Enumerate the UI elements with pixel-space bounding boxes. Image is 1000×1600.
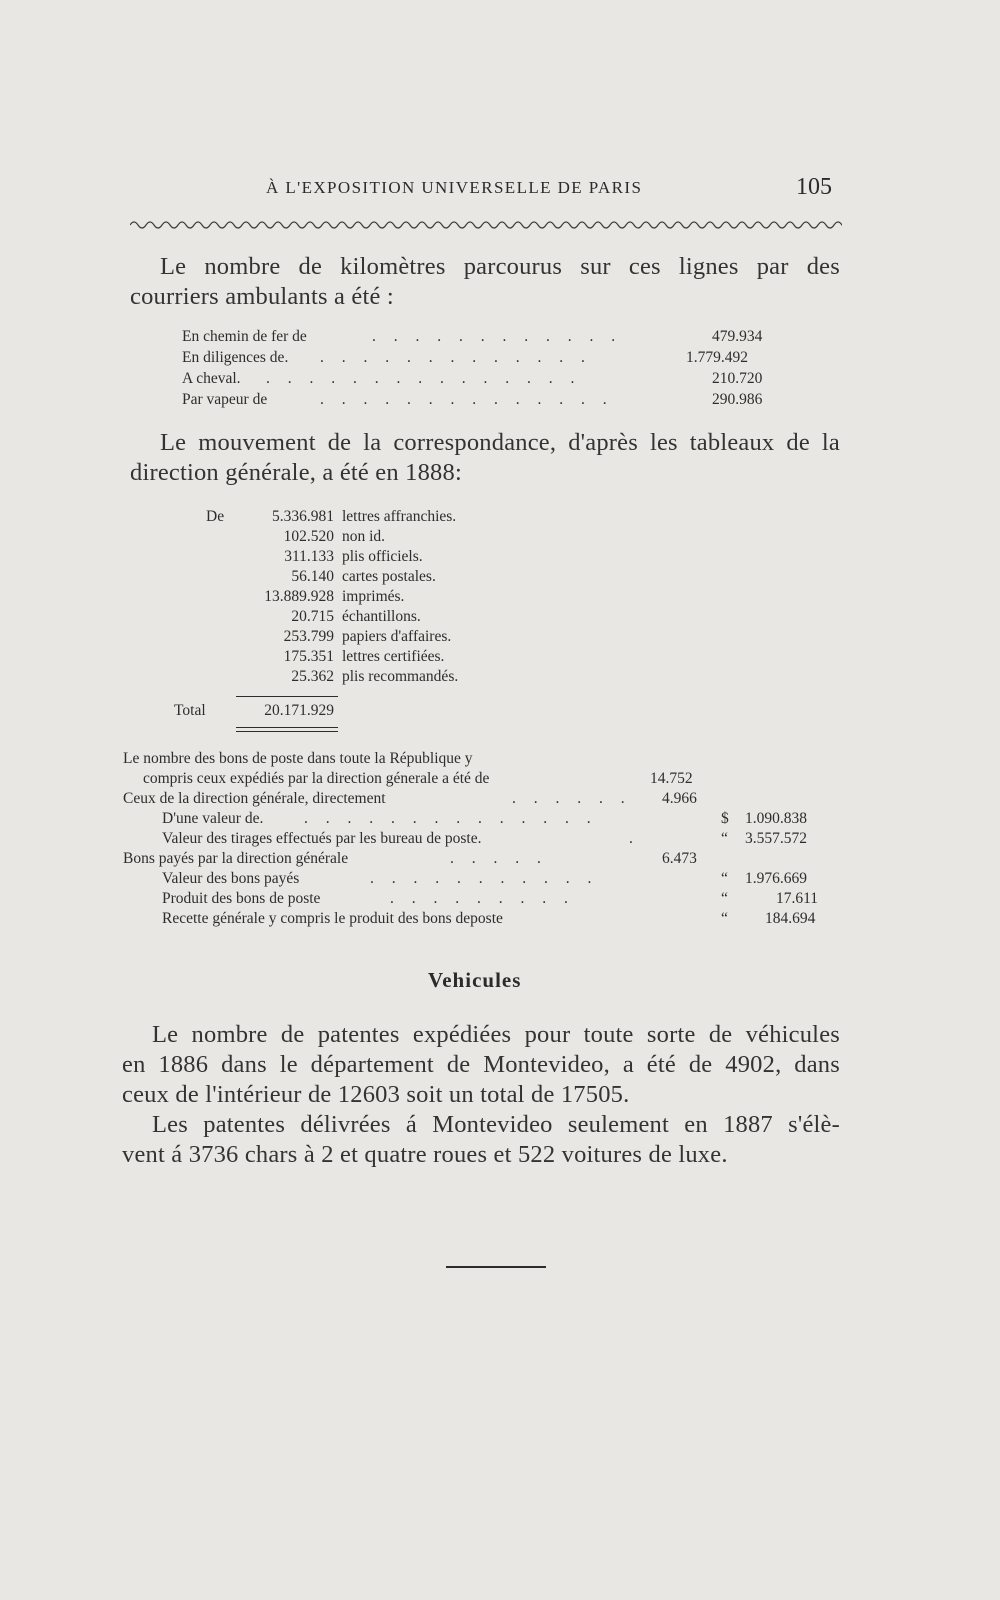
table-row-label: cartes postales. xyxy=(342,568,436,585)
ditto-mark: “ xyxy=(721,910,728,927)
bons-line: Produit des bons de poste xyxy=(162,890,321,907)
bons-value: 184.694 xyxy=(765,910,816,927)
paragraph-montevideo xyxy=(122,1110,840,1170)
paragraph-line: vent á 3736 chars à 2 et quatre roues et 522 voitures de luxe. xyxy=(122,1141,728,1168)
paragraph-line: en 1886 dans le département de Montevideo, a été de 4902, dans xyxy=(122,1051,840,1078)
table-row-value: 25.362 xyxy=(291,668,334,685)
header-title: À L'EXPOSITION UNIVERSELLE DE PARIS xyxy=(266,178,643,197)
bons-value: 17.611 xyxy=(776,890,819,907)
leader-dots: . . . . . xyxy=(450,850,548,867)
leader-dots: . . . . . . . . . . . . . . xyxy=(320,391,614,408)
ditto-mark: “ xyxy=(721,870,728,887)
table-prefix: De xyxy=(206,508,225,525)
ditto-mark: “ xyxy=(721,890,728,907)
paragraph-correspondance xyxy=(130,428,840,488)
leader-dots: . . . . . . . . . . . . . xyxy=(320,349,592,366)
table-row-value: 1.779.492 xyxy=(686,349,748,366)
bons-value: 1.976.669 xyxy=(745,870,807,887)
ditto-mark: “ xyxy=(721,830,728,847)
table-row-label: plis recommandés. xyxy=(342,668,459,685)
table-row-value: 175.351 xyxy=(283,648,334,665)
table-row-value: 290.986 xyxy=(712,391,763,408)
table-row-label: En chemin de fer de xyxy=(182,328,307,345)
leader-dots: . xyxy=(629,830,633,847)
leader-dots: . . . . . . . . . . . . . . . xyxy=(266,370,582,387)
bons-line: Le nombre des bons de poste dans toute la République y xyxy=(123,750,473,767)
table-row-value: 56.140 xyxy=(291,568,334,585)
leader-dots: . . . . . . xyxy=(512,790,632,807)
page-number: 105 xyxy=(796,174,832,200)
sum-rule xyxy=(236,696,338,697)
closing-rule xyxy=(446,1266,546,1268)
table-row-value: 13.889.928 xyxy=(264,588,334,605)
bons-line: Bons payés par la direction générale xyxy=(123,850,349,867)
table-row-label: A cheval. xyxy=(182,370,241,387)
table-row-label: plis officiels. xyxy=(342,548,423,565)
leader-dots: . . . . . . . . . . . xyxy=(370,870,599,887)
leader-dots: . . . . . . . . . . . . . . xyxy=(304,810,598,827)
total-value: 20.171.929 xyxy=(264,702,334,719)
table-row-label: non id. xyxy=(342,528,386,545)
table-row-value: 20.715 xyxy=(291,608,334,625)
double-rule-bottom xyxy=(236,731,338,732)
leader-dots: . . . . . . . . . . . . xyxy=(372,328,623,345)
paragraph-line: ceux de l'intérieur de 12603 soit un total de 17505. xyxy=(122,1081,630,1108)
bons-line: Recette générale y compris le produit des bons deposte xyxy=(162,910,503,927)
total-label: Total xyxy=(174,702,206,719)
bons-line: D'une valeur de. xyxy=(162,810,264,827)
bons-value: 1.090.838 xyxy=(745,810,807,827)
table-row-label: Par vapeur de xyxy=(182,391,268,408)
table-row-label: papiers d'affaires. xyxy=(342,628,452,645)
bons-line: compris ceux expédiés par la direction génerale a été de xyxy=(143,770,490,787)
currency-sign: $ xyxy=(721,810,729,827)
bons-value: 4.966 xyxy=(662,790,697,807)
bons-value: 6.473 xyxy=(662,850,697,867)
section-title: Vehicules xyxy=(428,968,522,992)
paragraph-kilometres xyxy=(130,252,840,312)
paragraph-line: Le nombre de kilomètres parcourus sur ces lignes par des xyxy=(160,253,840,280)
double-rule-top xyxy=(236,727,338,728)
table-row-value: 253.799 xyxy=(283,628,334,645)
paragraph-line: direction générale, a été en 1888: xyxy=(130,459,462,486)
paragraph-patentes xyxy=(122,1020,840,1110)
table-row-label: lettres affranchies. xyxy=(342,508,457,525)
table-row-value: 311.133 xyxy=(284,548,334,565)
paragraph-line: Le nombre de patentes expédiées pour toute sorte de véhicules xyxy=(152,1021,840,1048)
running-header xyxy=(130,174,840,210)
leader-dots: . . . . . . . . . xyxy=(390,890,575,907)
table-row-value: 5.336.981 xyxy=(272,508,334,525)
paragraph-line: Les patentes délivrées á Montevideo seulement en 1887 s'élè- xyxy=(152,1111,840,1138)
bons-line: Valeur des tirages effectués par les bureau de poste. xyxy=(162,830,482,847)
bons-line: Ceux de la direction générale, directement xyxy=(123,790,386,807)
table-row-label: En diligences de. xyxy=(182,349,289,366)
bons-line: Valeur des bons payés xyxy=(162,870,300,887)
bons-value: 14.752 xyxy=(650,770,693,787)
table-row-value: 479.934 xyxy=(712,328,763,345)
table-row-label: lettres certifiées. xyxy=(342,648,445,665)
paragraph-line: courriers ambulants a été : xyxy=(130,283,394,310)
table-row-label: échantillons. xyxy=(342,608,421,625)
paragraph-line: Le mouvement de la correspondance, d'après les tableaux de la xyxy=(160,429,840,456)
wavy-rule-ornament xyxy=(130,213,842,233)
bons-value: 3.557.572 xyxy=(745,830,807,847)
table-row-value: 210.720 xyxy=(712,370,763,387)
table-row-value: 102.520 xyxy=(283,528,334,545)
table-row-label: imprimés. xyxy=(342,588,405,605)
